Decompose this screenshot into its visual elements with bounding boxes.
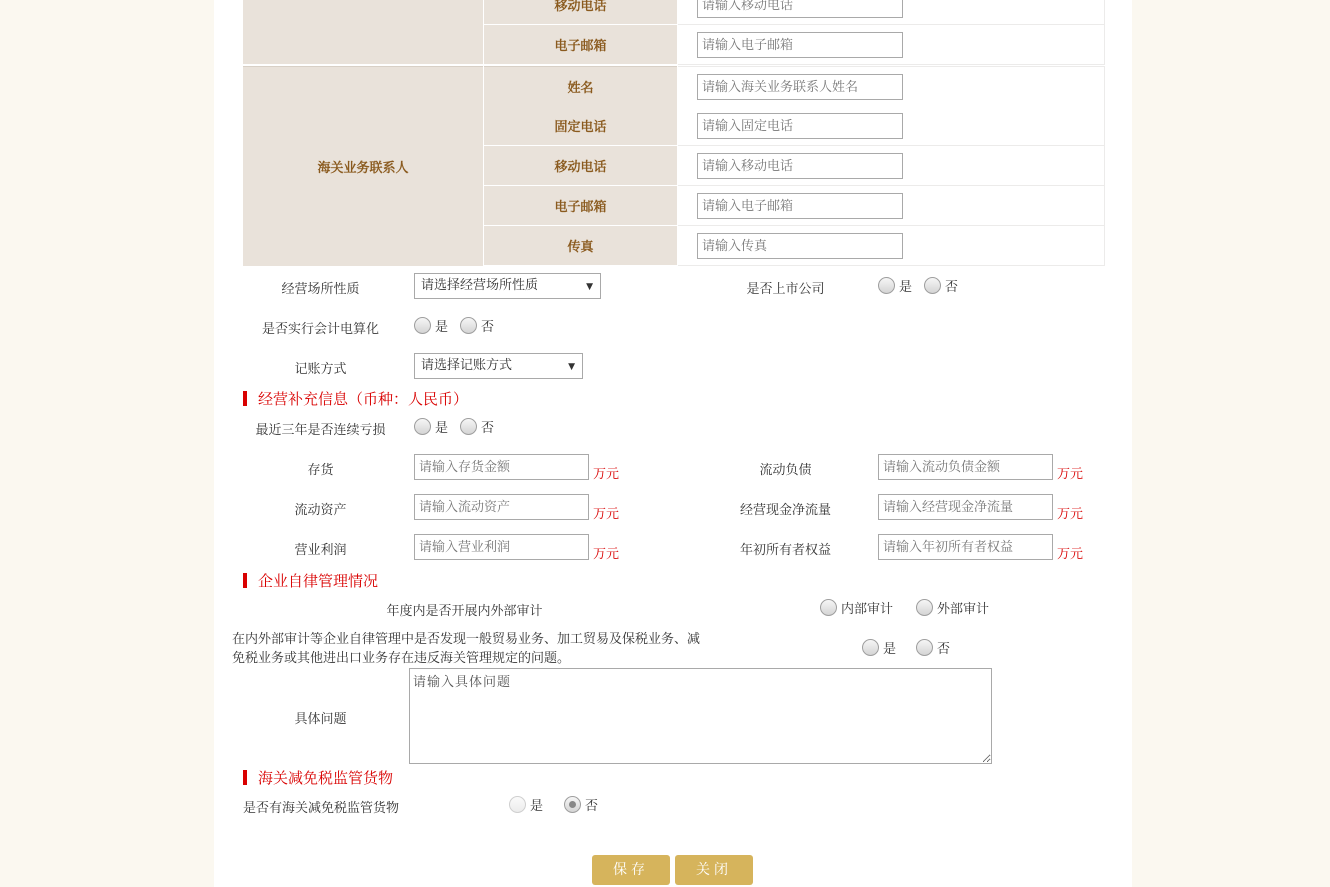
loss-no-radio[interactable] [460,417,494,436]
internal-audit-checkbox[interactable] [820,598,893,617]
contact-name-label-cell [484,66,677,107]
inventory-label: 存货 [307,463,334,478]
external-audit-checkbox[interactable] [916,598,989,617]
operating-profit-label: 营业利润 [294,543,347,558]
radio-label: 否 [937,642,951,657]
listed-yes-radio[interactable] [878,276,912,295]
save-button[interactable]: 保存 [592,855,670,885]
email-input[interactable] [697,32,903,58]
violation-yes-radio[interactable] [862,638,896,657]
customs-contact-group-label: 海关业务联系人 [317,161,409,176]
contact-email-label-cell [484,186,677,226]
radio-icon [460,317,477,334]
current-liabilities-input[interactable] [878,454,1053,480]
contact-phone-label: 固定电话 [554,120,607,135]
radio-label: 否 [585,799,599,814]
radio-icon [509,796,526,813]
previous-contact-group-cell [243,0,483,65]
contact-fax-value-cell [678,226,1105,266]
opening-equity-label: 年初所有者权益 [739,543,831,558]
contact-name-value-cell [678,66,1105,107]
internal-audit-label: 内部审计 [841,602,894,617]
tax-goods-title-text: 海关减免税监管货物 [258,769,394,787]
contact-phone-value-cell [678,106,1105,146]
email-label: 电子邮箱 [554,39,607,54]
tax-goods-question: 是否有海关减免税监管货物 [242,801,399,816]
supplement-title-text: 经营补充信息（币种：人民币） [258,390,469,408]
bookkeeping-select[interactable] [414,353,583,379]
partial-mobile-value-cell [678,0,1105,25]
tax-goods-yes-radio[interactable] [509,795,543,814]
self-discipline-title-text: 企业自律管理情况 [258,572,379,590]
current-assets-label: 流动资产 [294,503,347,518]
listed-label: 是否上市公司 [746,282,825,297]
opening-equity-input[interactable] [878,534,1053,560]
mobile-label: 移动电话 [554,0,607,14]
audit-label: 年度内是否开展内外部审计 [386,604,543,619]
violation-label: 在内外部审计等企业自律管理中是否发现一般贸易业务、加工贸易及保税业务、减免税业务或其他进出口业务存在违反海关管理规定的问题。 [232,632,701,666]
premises-select-value: 请选择经营场所性质 [421,278,539,293]
loss-label: 最近三年是否连续亏损 [255,423,386,438]
current-liabilities-unit: 万元 [1057,467,1084,482]
contact-fax-input[interactable] [697,233,903,259]
bookkeeping-label: 记账方式 [294,362,347,377]
contact-phone-input[interactable] [697,113,903,139]
partial-email-value-cell [678,25,1105,65]
premises-label: 经营场所性质 [281,282,360,297]
opening-equity-unit: 万元 [1057,547,1084,562]
contact-phone-label-cell [484,106,677,146]
supplement-section-title [243,388,468,409]
checkbox-icon [820,599,837,616]
operating-cash-flow-label: 经营现金净流量 [739,503,831,518]
current-assets-input[interactable] [414,494,589,520]
current-assets-unit: 万元 [593,507,620,522]
operating-profit-unit: 万元 [593,547,620,562]
external-audit-label: 外部审计 [937,602,990,617]
chevron-down-icon: ▼ [586,282,593,292]
radio-label: 否 [481,320,495,335]
computerized-no-radio[interactable] [460,316,494,335]
premises-select[interactable] [414,273,601,299]
contact-mobile-label: 移动电话 [554,160,607,175]
contact-mobile-input[interactable] [697,153,903,179]
contact-fax-label-cell [484,226,677,266]
operating-cash-flow-input[interactable] [878,494,1053,520]
contact-name-label: 姓名 [567,81,594,96]
close-button[interactable]: 关闭 [675,855,753,885]
partial-email-label-cell [484,25,677,65]
tax-goods-section-title [243,767,393,788]
radio-icon [414,418,431,435]
radio-label: 否 [945,280,959,295]
tax-goods-no-radio[interactable] [564,795,598,814]
chevron-down-icon: ▼ [568,362,575,372]
contact-mobile-label-cell [484,146,677,186]
section-marker [243,573,247,588]
inventory-input[interactable] [414,454,589,480]
partial-mobile-label-cell [484,0,677,25]
radio-icon [460,418,477,435]
issue-textarea[interactable] [409,668,992,764]
section-marker [243,770,247,785]
current-liabilities-label: 流动负债 [759,463,812,478]
loss-yes-radio[interactable] [414,417,448,436]
radio-icon [878,277,895,294]
violation-no-radio[interactable] [916,638,950,657]
contact-name-input[interactable] [697,74,903,100]
issue-label: 具体问题 [294,712,347,727]
radio-label: 是 [435,320,449,335]
bookkeeping-select-value: 请选择记账方式 [421,358,513,373]
radio-label: 是 [883,642,897,657]
computerized-label: 是否实行会计电算化 [261,322,379,337]
radio-icon [414,317,431,334]
self-discipline-section-title [243,570,378,591]
computerized-yes-radio[interactable] [414,316,448,335]
operating-cash-flow-unit: 万元 [1057,507,1084,522]
checkbox-icon [916,599,933,616]
radio-label: 是 [899,280,913,295]
contact-fax-label: 传真 [567,240,594,255]
radio-icon [862,639,879,656]
customs-contact-group-cell [243,66,483,267]
contact-mobile-value-cell [678,146,1105,186]
mobile-input[interactable] [697,0,903,18]
radio-selected-icon [564,796,581,813]
radio-label: 是 [530,799,544,814]
radio-icon [916,639,933,656]
contact-email-value-cell [678,186,1105,226]
operating-profit-input[interactable] [414,534,589,560]
radio-label: 否 [481,421,495,436]
radio-label: 是 [435,421,449,436]
contact-email-label: 电子邮箱 [554,200,607,215]
inventory-unit: 万元 [593,467,620,482]
section-marker [243,391,247,406]
listed-no-radio[interactable] [924,276,958,295]
radio-icon [924,277,941,294]
contact-email-input[interactable] [697,193,903,219]
